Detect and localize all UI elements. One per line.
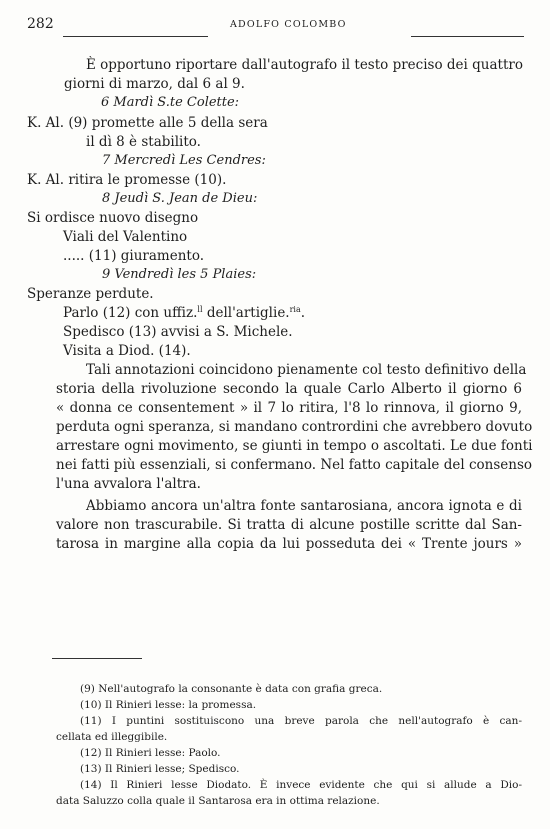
text-line: nei fatti più essenziali, si confermano. Nel fatto capitale del consenso — [56, 457, 533, 473]
diary-entry-line: Si ordisce nuovo disegno — [27, 210, 199, 226]
diary-entry-line: K. Al. ritira le promesse (10). — [27, 172, 227, 188]
page-number: 282 — [27, 16, 54, 32]
diary-date-line: 9 Vendredì les 5 Plaies: — [102, 267, 257, 282]
footnote: (11) I puntini sostituiscono una breve parola che nell'autografo è can- — [80, 715, 522, 727]
text-line: valore non trascurabile. Si tratta di alcune postille scritte dal San- — [56, 517, 522, 533]
diary-entry-line: ..... (11) giuramento. — [63, 248, 204, 264]
superscript: ll — [197, 305, 203, 314]
text-line: « donna ce consentement » il 7 lo ritira, l'8 lo rinnova, il giorno 9, — [56, 400, 522, 416]
header-rule-right — [411, 36, 524, 37]
header-rule-left — [63, 36, 208, 37]
diary-entry-line: Speranze perdute. — [27, 286, 154, 302]
running-head: ADOLFO COLOMBO — [230, 19, 347, 30]
footnote: (10) Il Rinieri lesse: la promessa. — [80, 699, 257, 711]
text-line: storia della rivoluzione secondo la quale Carlo Alberto il giorno 6 — [56, 381, 522, 397]
diary-date-line: 7 Mercredì Les Cendres: — [102, 153, 266, 168]
diary-entry-line: Parlo (12) con uffiz.$^{ll}$ dell'artiglie.$^{ria}$. — [63, 305, 306, 321]
diary-entry-line: Viali del Valentino — [63, 229, 188, 245]
diary-entry-line: K. Al. (9) promette alle 5 della sera — [27, 115, 268, 131]
text-line: giorni di marzo, dal 6 al 9. — [64, 76, 245, 92]
text-line: Tali annotazioni coincidono pienamente col testo definitivo della — [86, 362, 527, 378]
page-header — [27, 16, 524, 32]
diary-entry-line: il dì 8 è stabilito. — [86, 134, 201, 150]
text-line: perduta ogni speranza, si mandano contrordini che avrebbero dovuto — [56, 419, 533, 435]
text-line: arrestare ogni movimento, se giunti in tempo o ascoltati. Le due fonti — [56, 438, 533, 454]
diary-date-line: 8 Jeudì S. Jean de Dieu: — [102, 191, 258, 206]
footnote: (9) Nell'autografo la consonante è data con grafia greca. — [80, 683, 383, 695]
diary-date-line: 6 Mardì S.te Colette: — [101, 95, 240, 110]
footnote: data Saluzzo colla quale il Santarosa era in ottima relazione. — [56, 795, 380, 807]
footnote: (14) Il Rinieri lesse Diodato. È invece evidente che qui si allude a Dio- — [80, 779, 522, 791]
text-line: È opportuno riportare dall'autografo il testo preciso dei quattro — [86, 57, 523, 73]
superscript: ria — [289, 305, 301, 314]
text-line: tarosa in margine alla copia da lui posseduta dei « Trente jours » — [56, 536, 522, 552]
text-line: Abbiamo ancora un'altra fonte santarosiana, ancora ignota e di — [86, 498, 522, 514]
diary-entry-line: Spedisco (13) avvisi a S. Michele. — [63, 324, 293, 340]
footnote: cellata ed illeggibile. — [56, 731, 168, 743]
footnote: (13) Il Rinieri lesse; Spedisco. — [80, 763, 240, 775]
text-line: l'una avvalora l'altra. — [56, 476, 201, 492]
footnote-rule — [52, 658, 142, 659]
footnote: (12) Il Rinieri lesse: Paolo. — [80, 747, 221, 759]
diary-entry-line: Visita a Diod. (14). — [63, 343, 191, 359]
